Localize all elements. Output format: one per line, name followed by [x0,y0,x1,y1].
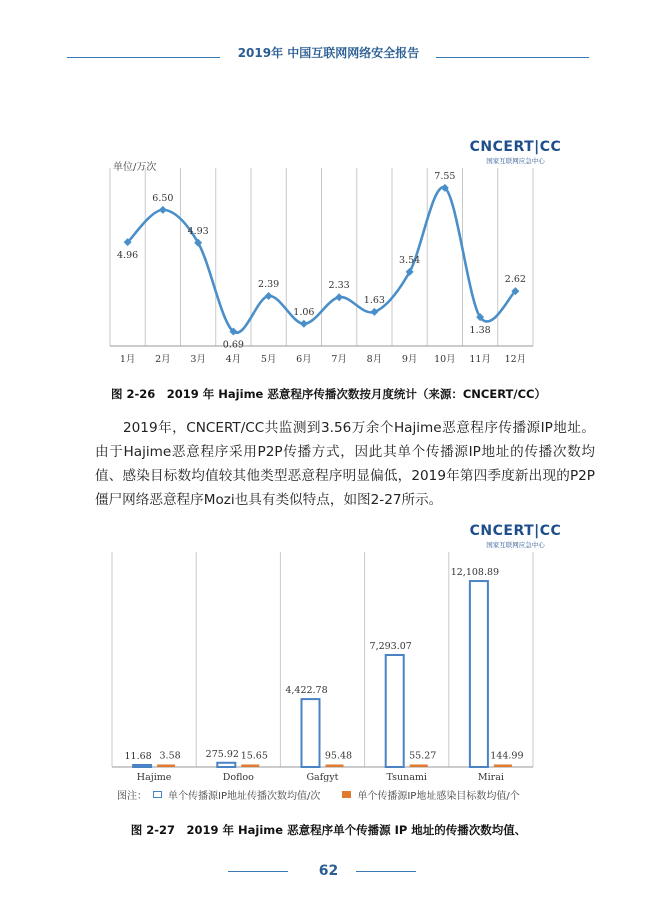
x-tick-label: Hajime [136,772,172,783]
data-label: 7.55 [434,170,456,182]
bar-transmissions [302,699,320,767]
x-tick-label: 8月 [366,354,383,365]
legend-blue-label: 单个传播源IP地址传播次数均值/次 [168,791,321,802]
bar-transmissions [470,581,488,767]
x-tick-label: Gafgyt [306,772,339,783]
legend-swatch-orange [342,791,351,798]
x-tick-label: Dofloo [222,772,254,783]
data-label: 1.06 [293,306,315,318]
legend-swatch-blue [153,791,162,798]
chart2-legend [117,787,520,802]
bar-label: 275.92 [205,748,239,760]
logo-name: CNCERT|CC [469,523,562,539]
bar-label: 144.99 [490,750,524,762]
bar-transmissions [386,655,404,767]
legend-prefix: 图注： [117,791,147,802]
bar-infections [241,765,259,768]
paragraph-text: 2019年，CNCERT/CC共监测到3.56万余个Hajime恶意程序传播源IP地址。由于Hajime恶意程序采用P2P传播方式，因此其单个传播源IP地址的传播次数均值、感染目标数均值较其他类型恶意程序明显偏低，2019年第四季度新出现的P2P僵尸网络恶意程序Mozi也具有类似特点，如图2-27所示。 [95,420,595,508]
x-tick-label: 9月 [401,354,418,365]
bar-label: 15.65 [240,750,268,762]
data-label: 2.39 [258,278,280,290]
x-tick-label: Mirai [477,772,504,783]
logo-subtitle: 国家互联网应急中心 [486,541,545,549]
page-number: 62 [318,863,339,879]
data-label: 4.96 [117,250,139,262]
bar-label: 3.58 [159,750,181,762]
data-label: 2.62 [504,274,526,286]
x-tick-label: 6月 [296,354,312,365]
x-tick-label: Tsunami [386,772,427,783]
bar-infections [326,765,344,768]
legend-orange-label: 单个传播源IP地址感染目标数均值/个 [357,791,520,802]
data-label: 1.63 [363,294,385,306]
bar-transmissions [217,763,235,767]
x-tick-label: 10月 [434,354,456,365]
x-tick-label: 5月 [260,354,277,365]
chart2-caption: 图 2-27 2019 年 Hajime 恶意程序单个传播源 IP 地址的传播次数均值、 [130,823,527,837]
logo-name: CNCERT|CC [469,139,562,155]
data-label: 2.33 [328,280,350,292]
bar-infections [157,765,175,768]
header-title: 2019年 中国互联网网络安全报告 [237,46,420,60]
chart1-unit-label: 单位/万次 [113,162,157,173]
logo-subtitle: 国家互联网应急中心 [486,157,545,165]
bar-label: 95.48 [324,750,353,762]
data-label: 1.38 [469,325,491,337]
data-label: 6.50 [152,192,174,204]
bar-label: 55.27 [409,750,437,762]
x-tick-label: 1月 [119,354,136,365]
x-tick-label: 2月 [155,354,171,365]
bar-label: 7,293.07 [369,640,412,652]
chart1-caption: 图 2-26 2019 年 Hajime 恶意程序传播次数按月度统计（来源：CNCERT/CC） [111,387,546,401]
bar-label: 4,422.78 [285,685,328,697]
bar-transmissions [133,765,151,767]
data-label: 4.93 [187,225,209,237]
bar-label: 11.68 [124,751,152,762]
bar-label: 12,108.89 [450,567,500,579]
x-tick-label: 11月 [469,354,491,365]
bar-infections [410,765,428,768]
data-label: 0.69 [222,339,244,351]
x-tick-label: 7月 [331,354,347,365]
bar-infections [494,765,512,768]
data-label: 3.54 [399,254,421,266]
x-tick-label: 4月 [225,354,242,365]
x-tick-label: 12月 [504,354,527,365]
x-tick-label: 3月 [190,354,206,365]
